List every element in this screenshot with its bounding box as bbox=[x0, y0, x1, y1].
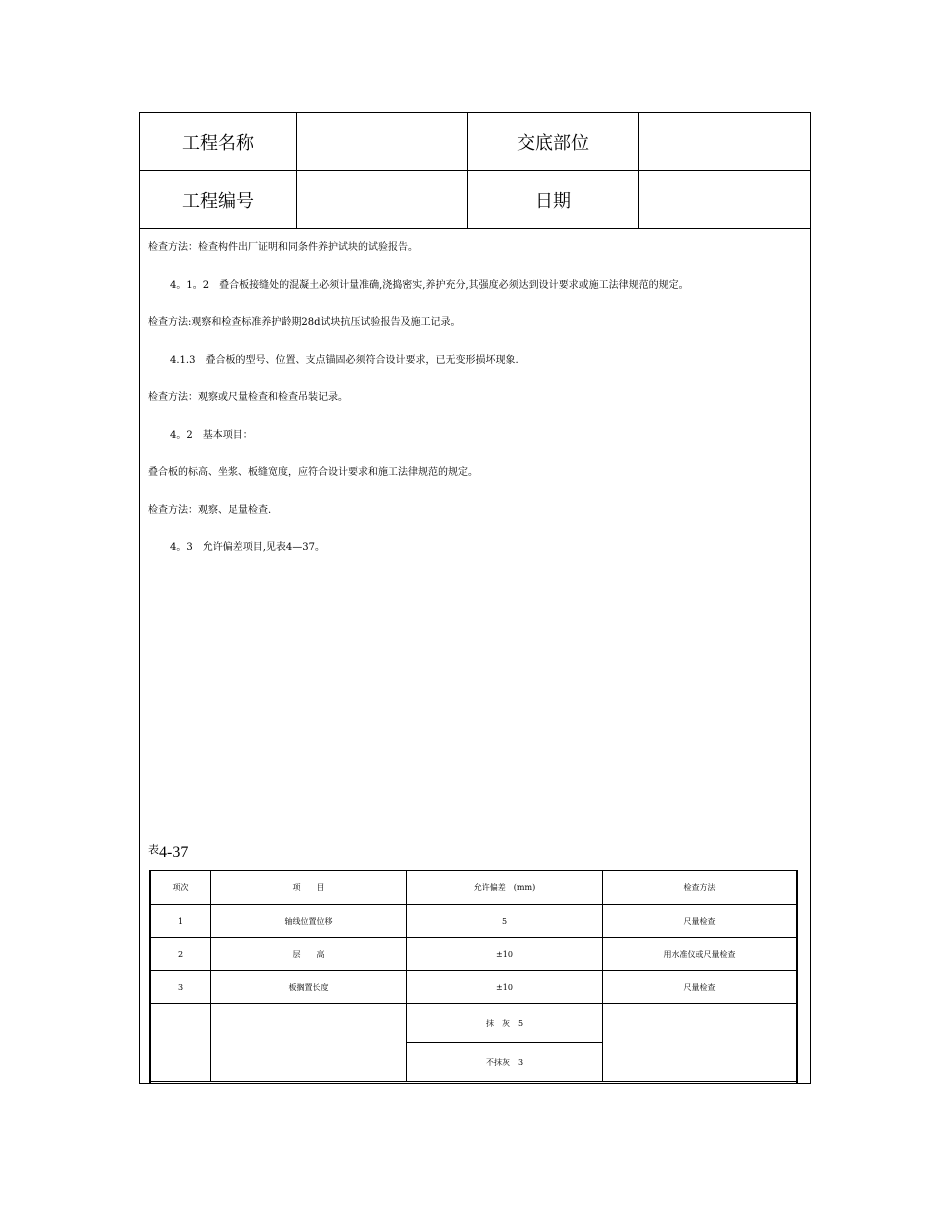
header-index: 项次 bbox=[172, 883, 189, 892]
disclosure-location-label: 交底部位 bbox=[517, 132, 589, 154]
table-header-row bbox=[151, 871, 796, 905]
project-number-label: 工程编号 bbox=[182, 190, 254, 212]
row-3-item: 板搁置长度 bbox=[288, 982, 329, 992]
header-item: 项 目 bbox=[292, 883, 325, 892]
document-frame bbox=[139, 112, 811, 1084]
table-caption bbox=[148, 841, 188, 862]
paragraph-4: 4.1.3 叠合板的型号、位置、支点锚固必须符合设计要求，已无变形损坏现象. bbox=[170, 355, 519, 366]
date-label: 日期 bbox=[535, 190, 571, 212]
paragraph-8: 检查方法：观察、足量检查. bbox=[148, 505, 272, 516]
row-4-method bbox=[603, 1004, 796, 1081]
paragraph-6: 4。2 基本项目： bbox=[170, 430, 253, 441]
paragraph-5: 检查方法：观察或尺量检查和检查吊装记录。 bbox=[148, 392, 348, 403]
row-2-index: 2 bbox=[177, 949, 184, 959]
table-row bbox=[151, 905, 796, 938]
table-row bbox=[151, 971, 796, 1004]
table-caption-prefix: 表 bbox=[148, 844, 159, 856]
row-1-index: 1 bbox=[177, 916, 184, 926]
row-2-method: 用水准仪或尺量检查 bbox=[663, 949, 736, 959]
disclosure-location-value[interactable] bbox=[639, 113, 810, 170]
paragraph-9: 4。3 允许偏差项目,见表4—37。 bbox=[170, 542, 325, 553]
row-4-tolerance-plastered: 抹 灰 5 bbox=[407, 1004, 602, 1043]
row-1-tolerance: 5 bbox=[501, 916, 508, 926]
row-2-item: 层 高 bbox=[292, 949, 325, 959]
paragraph-3: 检查方法:观察和检查标准养护龄期28d试块抗压试验报告及施工记录。 bbox=[148, 317, 461, 328]
project-name-value[interactable] bbox=[297, 113, 467, 170]
deviation-table bbox=[149, 870, 798, 1083]
header-tolerance: 允许偏差 (mm) bbox=[473, 883, 536, 892]
header-row-2 bbox=[140, 171, 810, 229]
row-1-item: 轴线位置位移 bbox=[284, 916, 333, 926]
row-3-index: 3 bbox=[177, 982, 184, 992]
paragraph-7: 叠合板的标高、坐浆、板缝宽度，应符合设计要求和施工法律规范的规定。 bbox=[148, 467, 478, 478]
row-3-method: 尺量检查 bbox=[683, 982, 716, 992]
row-1-method: 尺量检查 bbox=[683, 916, 716, 926]
project-name-label: 工程名称 bbox=[182, 132, 254, 154]
row-4-item bbox=[211, 1004, 406, 1081]
table-caption-number: 4-37 bbox=[159, 844, 189, 861]
table-row bbox=[151, 938, 796, 971]
header-method: 检查方法 bbox=[683, 883, 716, 892]
row-3-tolerance: ±10 bbox=[496, 982, 513, 992]
row-4-tolerance-unplastered: 不抹灰 3 bbox=[485, 1057, 524, 1067]
header-row-1 bbox=[140, 113, 810, 171]
date-value[interactable] bbox=[639, 171, 810, 228]
row-4-index bbox=[151, 1004, 210, 1081]
table-row bbox=[151, 1004, 796, 1082]
project-number-value[interactable] bbox=[297, 171, 467, 228]
paragraph-1: 检查方法：检查构件出厂证明和同条件养护试块的试验报告。 bbox=[148, 242, 418, 253]
paragraph-2: 4。1。2 叠合板接缝处的混凝土必须计量准确,浇捣密实,养护充分,其强度必须达到设计要求或施工法律规范的规定。 bbox=[170, 280, 689, 291]
row-2-tolerance: ±10 bbox=[496, 949, 513, 959]
